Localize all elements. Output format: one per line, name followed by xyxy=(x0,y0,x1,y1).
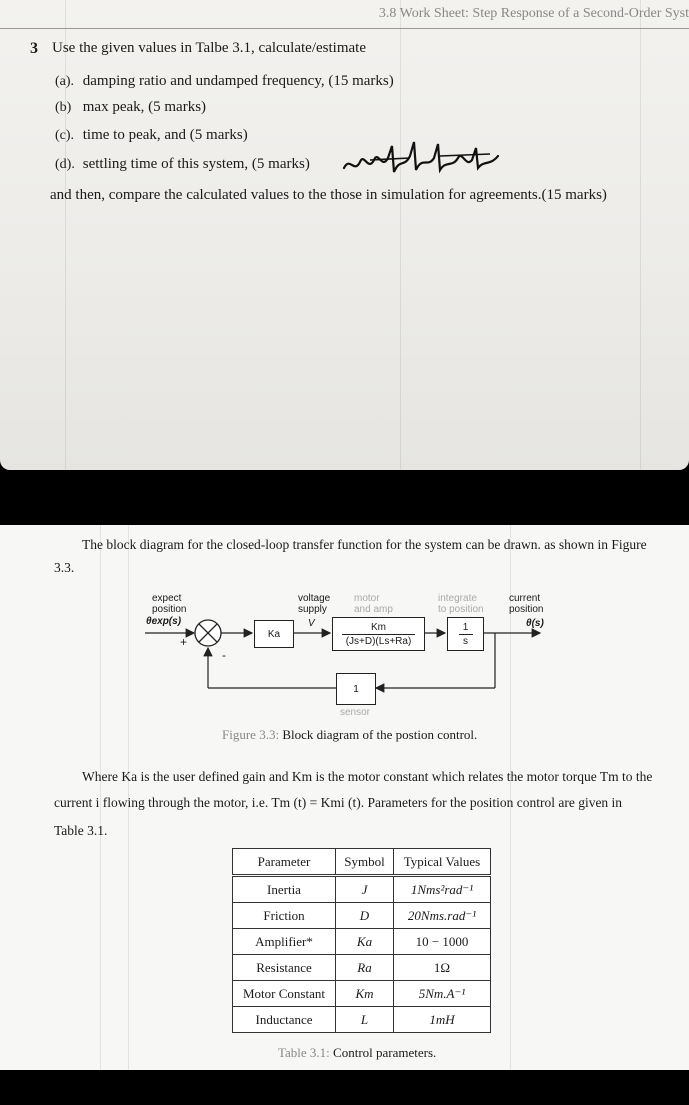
voltage-symbol: V xyxy=(308,618,315,629)
expect-label-2: position xyxy=(152,604,187,615)
figure-caption xyxy=(222,727,477,743)
table-cell: Inertia xyxy=(233,876,336,903)
feedback-block-label: 1 xyxy=(353,683,359,695)
figure-caption-label: Figure 3.3: xyxy=(222,727,280,742)
integrate-label-2: to position xyxy=(438,604,484,615)
table-header: Symbol xyxy=(336,849,394,876)
subpart-marker: (b) xyxy=(55,100,72,115)
motor-block xyxy=(332,617,425,651)
table-cell: 20Nms.rad⁻¹ xyxy=(394,903,491,929)
integrator-denominator: s xyxy=(463,635,468,647)
running-header: 3.8 Work Sheet: Step Response of a Second-Order Syst xyxy=(378,6,689,21)
sensor-label: sensor xyxy=(340,707,371,718)
subpart-a xyxy=(55,73,394,90)
current-label-1: current xyxy=(509,593,541,604)
integrator-numerator: 1 xyxy=(462,621,469,633)
subpart-b xyxy=(55,99,206,116)
bottom-worksheet-page xyxy=(0,525,689,1070)
expect-label-1: expect xyxy=(152,593,182,604)
table-cell: Ka xyxy=(336,929,394,955)
table-row xyxy=(233,981,491,1007)
motor-label-1: motor xyxy=(354,593,380,604)
table-row xyxy=(233,903,491,929)
subpart-text: damping ratio and undamped frequency, (15 marks) xyxy=(82,73,394,89)
voltage-label-1: voltage xyxy=(298,593,331,604)
subpart-d xyxy=(55,156,310,173)
table-caption xyxy=(278,1045,436,1061)
block-diagram xyxy=(140,585,560,725)
table-cell: Km xyxy=(336,981,394,1007)
table-cell: Amplifier* xyxy=(233,929,336,955)
table-cell: L xyxy=(336,1007,394,1033)
table-header: Typical Values xyxy=(394,849,491,876)
table-row xyxy=(233,1007,491,1033)
table-row xyxy=(233,876,491,903)
table-cell: Friction xyxy=(233,903,336,929)
subpart-text: time to peak, and (5 marks) xyxy=(82,127,248,143)
table-cell: 1Nms²rad⁻¹ xyxy=(394,876,491,903)
table-cell: 10 − 1000 xyxy=(394,929,491,955)
table-cell: D xyxy=(336,903,394,929)
table-row xyxy=(233,929,491,955)
output-signal: θ(s) xyxy=(526,618,544,629)
subpart-marker: (a). xyxy=(55,74,75,89)
table-cell: Motor Constant xyxy=(233,981,336,1007)
motor-denominator: (Js+D)(Ls+Ra) xyxy=(345,635,412,647)
table-cell: J xyxy=(336,876,394,903)
gain-block xyxy=(254,620,294,648)
parameters-table xyxy=(232,848,491,1033)
subpart-marker: (d). xyxy=(55,157,75,172)
header-rule xyxy=(0,28,689,29)
table-header-row xyxy=(233,849,491,876)
motor-numerator: Km xyxy=(371,621,386,633)
where-line-2: current i flowing through the motor, i.e. Tm (t) = Kmi (t). Parameters for the position control are given in xyxy=(54,795,623,810)
table-cell: 1mH xyxy=(394,1007,491,1033)
integrator-block xyxy=(447,617,484,651)
table-caption-label: Table 3.1: xyxy=(278,1045,330,1060)
question-number: 3 xyxy=(30,40,38,57)
gain-block-label: Ka xyxy=(267,628,281,640)
table-cell: 5Nm.A⁻¹ xyxy=(394,981,491,1007)
motor-label-2: and amp xyxy=(354,604,393,615)
table-cell: Resistance xyxy=(233,955,336,981)
subpart-text: max peak, (5 marks) xyxy=(82,99,207,115)
subpart-text: settling time of this system, (5 marks) xyxy=(82,156,310,172)
where-line-3: Table 3.1. xyxy=(54,823,108,838)
table-header: Parameter xyxy=(233,849,336,876)
subpart-c xyxy=(55,127,248,144)
compare-instruction: and then, compare the calculated values to the those in simulation for agreements.(15 marks) xyxy=(50,187,607,203)
intro-line-1: The block diagram for the closed-loop transfer function for the system can be drawn. as shown in Figure xyxy=(82,537,647,552)
input-signal: θexp(s) xyxy=(146,616,182,627)
where-line-1: Where Ka is the user defined gain and Km is the motor constant which relates the motor torque Tm to the xyxy=(82,769,653,784)
minus-sign: - xyxy=(222,648,226,662)
handwritten-scribble xyxy=(340,138,510,182)
table-cell: Ra xyxy=(336,955,394,981)
intro-line-2: 3.3. xyxy=(54,560,75,575)
top-worksheet-page xyxy=(0,0,689,470)
subpart-marker: (c). xyxy=(55,128,75,143)
plus-sign: + xyxy=(180,635,188,649)
table-cell: Inductance xyxy=(233,1007,336,1033)
feedback-block xyxy=(336,673,376,705)
table-row xyxy=(233,955,491,981)
voltage-label-2: supply xyxy=(298,604,327,615)
question-text: Use the given values in Talbe 3.1, calculate/estimate xyxy=(52,40,366,56)
table-caption-text: Control parameters. xyxy=(333,1045,437,1060)
current-label-2: position xyxy=(509,604,544,615)
figure-caption-text: Block diagram of the postion control. xyxy=(282,727,478,742)
table-cell: 1Ω xyxy=(394,955,491,981)
integrate-label-1: integrate xyxy=(438,593,477,604)
